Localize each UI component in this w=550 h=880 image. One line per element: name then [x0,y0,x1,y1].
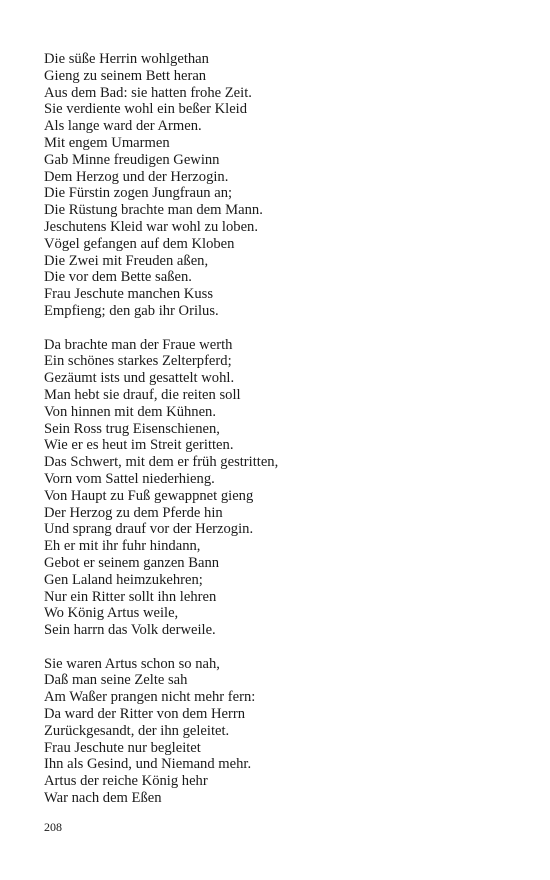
verse-line: Artus der reiche König hehr [44,773,208,790]
verse-line: Der Herzog zu dem Pferde hin [44,504,223,521]
verse-line: Gieng zu seinem Bett heran [44,67,207,84]
verse-line: Und sprang drauf vor der Herzogin. [44,521,254,538]
verse-line: Die vor dem Bette saßen. [44,269,192,286]
verse-line: Sein harrn das Volk derweile. [44,622,216,639]
verse-line: Als lange ward der Armen. [44,118,202,135]
verse-line: Sie waren Artus schon so nah, [44,655,220,672]
poem-body [44,51,514,824]
verse-line: Am Waßer prangen nicht mehr fern: [44,689,256,706]
verse-line: Ihn als Gesind, und Niemand mehr. [44,756,252,773]
verse-line: Aus dem Bad: sie hatten frohe Zeit. [44,84,252,101]
verse-line: Jeschutens Kleid war wohl zu loben. [44,218,258,235]
verse-line: Von Haupt zu Fuß gewappnet gieng [44,487,254,504]
verse-line: Wie er es heut im Streit geritten. [44,437,234,454]
verse-line: Eh er mit ihr fuhr hindann, [44,538,201,555]
verse-line: Empfieng; den gab ihr Orilus. [44,302,219,319]
verse-line: Die Fürstin zogen Jungfraun an; [44,185,233,202]
verse-line: Sein Ross trug Eisenschienen, [44,420,220,437]
verse-line: Die süße Herrin wohlgethan [44,51,209,67]
verse-line: Frau Jeschute nur begleitet [44,739,201,756]
verse-line: Nur ein Ritter sollt ihn lehren [44,588,217,605]
verse-line: Wo König Artus weile, [44,605,179,622]
verse-line: Da ward der Ritter von dem Herrn [44,706,245,723]
verse-line: Da brachte man der Fraue werth [44,336,233,353]
verse-line: War nach dem Eßen [44,790,162,807]
verse-line: Dem Herzog und der Herzogin. [44,168,229,185]
verse-line: Ein schönes starkes Zelterpferd; [44,353,232,370]
verse-line: Gen Laland heimzukehren; [44,571,203,588]
verse-line: Von hinnen mit dem Kühnen. [44,403,217,420]
page-number: 208 [44,820,62,834]
stanza-3 [44,656,514,807]
verse-line: Frau Jeschute manchen Kuss [44,286,214,303]
verse-line: Die Zwei mit Freuden aßen, [44,252,209,269]
verse-line: Die Rüstung brachte man dem Mann. [44,202,263,219]
verse-line: Vorn vom Sattel niederhieng. [44,470,215,487]
verse-line: Zurückgesandt, der ihn geleitet. [44,722,230,739]
stanza-2 [44,337,514,639]
stanza-1 [44,51,514,320]
verse-line: Das Schwert, mit dem er früh gestritten, [44,454,279,471]
verse-line: Daß man seine Zelte sah [44,672,188,689]
verse-line: Sie verdiente wohl ein beßer Kleid [44,101,248,118]
verse-line: Man hebt sie drauf, die reiten soll [44,386,241,403]
verse-line: Gezäumt ists und gesattelt wohl. [44,370,235,387]
verse-line: Gab Minne freudigen Gewinn [44,151,220,168]
verse-line: Gebot er seinem ganzen Bann [44,554,220,571]
verse-line: Vögel gefangen auf dem Kloben [44,235,235,252]
verse-line: Mit engem Umarmen [44,134,170,151]
